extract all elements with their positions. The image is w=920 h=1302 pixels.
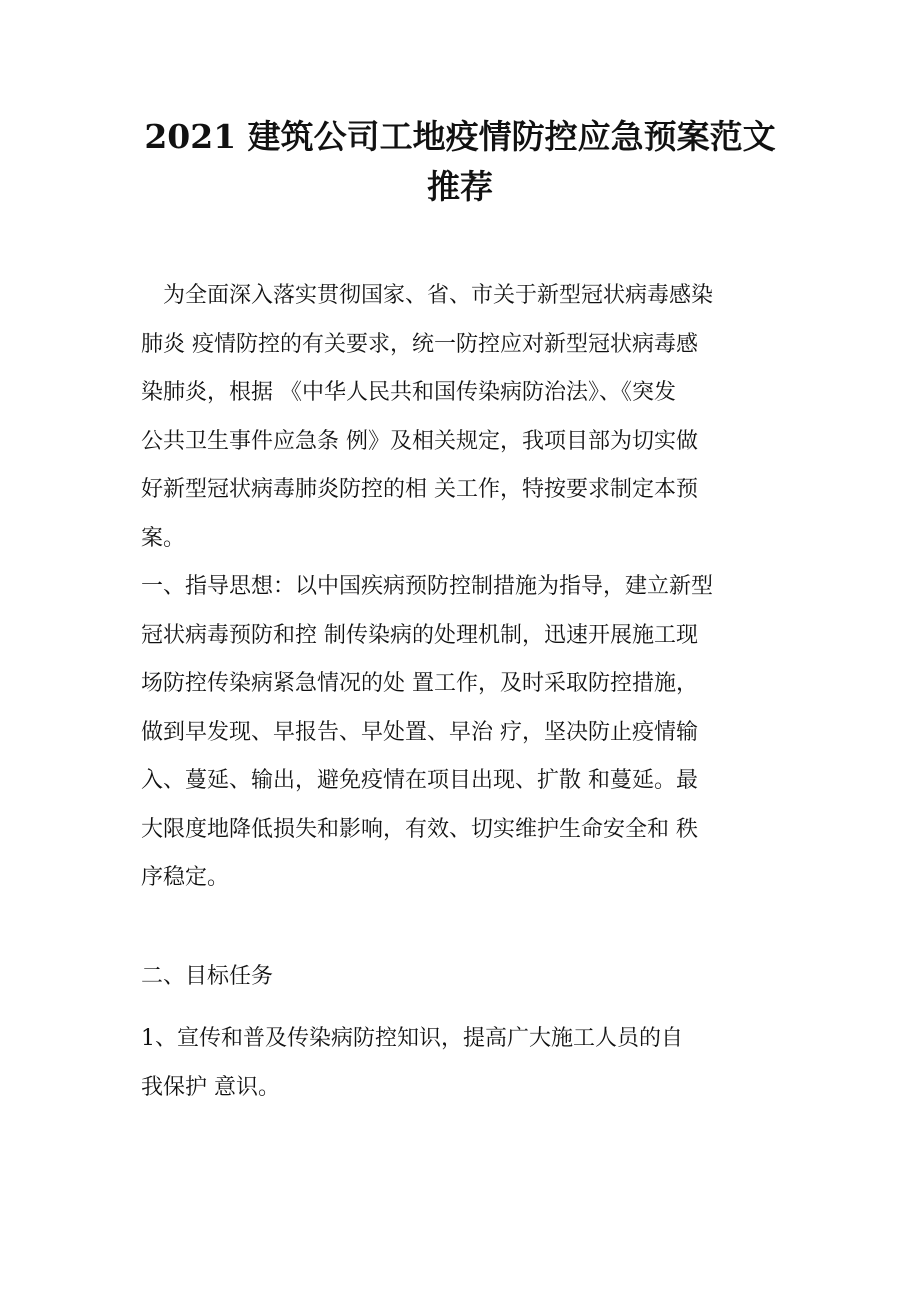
paragraph-line: 案。: [141, 525, 186, 551]
paragraph-line: 入、蔓延、输出，避免疫情在项目出现、扩散 和蔓延。最: [141, 768, 698, 793]
paragraph-line: 好新型冠状病毒肺炎防控的相 关工作，特按要求制定本预: [141, 477, 698, 502]
paragraph-line: 大限度地降低损失和影响，有效、切实维护生命安全和 秩: [141, 816, 698, 842]
section-heading-goals: [141, 953, 791, 1002]
paragraph-line: 我保护 意识。: [141, 1074, 280, 1100]
title-line: 2021 建筑公司工地疫情防控应急预案范文: [144, 117, 776, 156]
paragraph-line: 冠状病毒预防和控 制传染病的处理机制，迅速开展施工现: [141, 622, 698, 648]
paragraph-line: 场防控传染病紧急情况的处 置工作，及时采取防控措施，: [141, 671, 698, 696]
guiding-ideology-paragraph: [141, 563, 791, 903]
paragraph-line: 做到早发现、早报告、早处置、早治 疗，坚决防止疫情输: [141, 719, 698, 745]
section-heading: 二、目标任务: [141, 964, 274, 989]
paragraph-line: 染肺炎，根据 《中华人民共和国传染病防治法》、《突发: [141, 380, 676, 405]
title-line: 推荐: [427, 167, 493, 206]
paragraph-line: 1、宣传和普及传染病防控知识，提高广大施工人员的自: [141, 1026, 683, 1051]
paragraph-line: 肺炎 疫情防控的有关要求，统一防控应对新型冠状病毒感: [141, 331, 698, 357]
intro-paragraph: [141, 272, 791, 563]
paragraph-line: 公共卫生事件应急条 例》及相关规定，我项目部为切实做: [141, 428, 698, 454]
paragraph-line: 序稳定。: [141, 865, 230, 890]
document-title: [130, 112, 790, 212]
list-item-1: [141, 1015, 791, 1112]
paragraph-line: 为全面深入落实贯彻国家、省、市关于新型冠状病毒感染: [163, 283, 714, 308]
paragraph-line: 一、指导思想：以中国疾病预防控制措施为指导，建立新型: [141, 574, 714, 599]
